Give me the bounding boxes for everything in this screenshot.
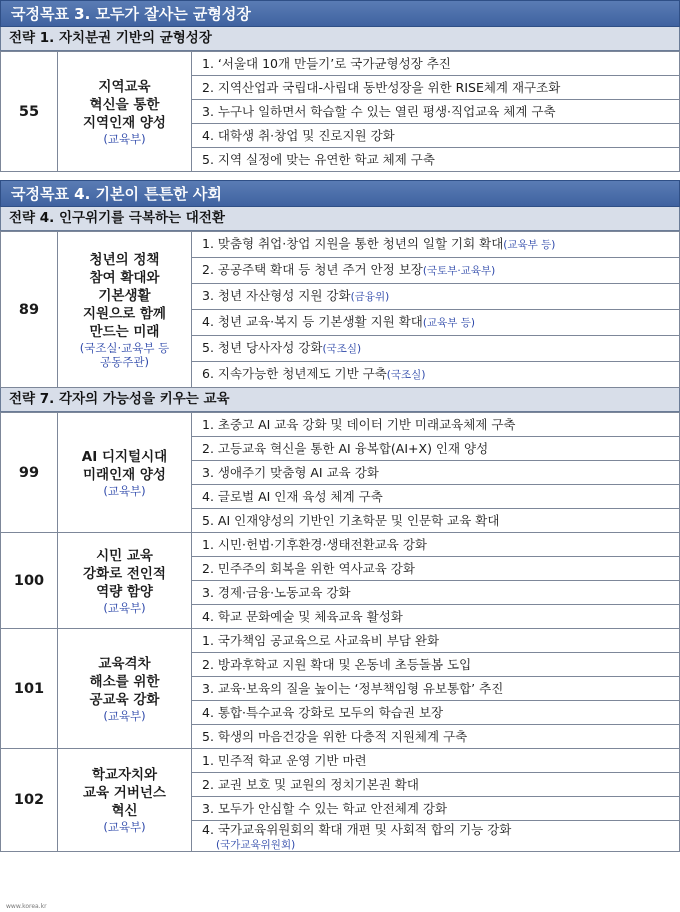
- task-number: 102: [1, 749, 58, 852]
- subtask-text: 1. 민주적 학교 운영 기반 마련: [202, 753, 367, 768]
- subtask-text: 5. AI 인재양성의 기반인 기초학문 및 인문학 교육 확대: [202, 513, 500, 528]
- subtask-agency-tag: (교육부 등): [422, 317, 475, 329]
- subtask-item: [192, 413, 679, 437]
- national-goal-header: 국정목표 3. 모두가 잘사는 균형성장: [0, 0, 680, 27]
- subtask-text: 6. 지속가능한 청년제도 기반 구축: [202, 366, 387, 381]
- subtask-item: [192, 749, 679, 773]
- subtask-list: [192, 413, 680, 533]
- subtask-item: [192, 52, 679, 76]
- footer-source: www.korea.kr: [6, 903, 47, 910]
- task-topic: 지역교육 혁신을 통한 지역인재 양성: [83, 78, 166, 131]
- task-number: 55: [1, 52, 58, 172]
- subtask-text: 4. 청년 교육·복지 등 기본생활 지원 확대: [202, 314, 423, 329]
- subtask-item: [192, 629, 679, 653]
- task-table: [0, 412, 680, 852]
- subtask-text: 1. 초중고 AI 교육 강화 및 데이터 기반 미래교육체제 구축: [202, 417, 516, 432]
- task-row: [1, 629, 680, 749]
- strategy-header: 전략 4. 인구위기를 극복하는 대전환: [0, 207, 680, 231]
- lead-agency: (국조실·교육부 등 공동주관): [79, 340, 170, 369]
- subtask-item: [192, 437, 679, 461]
- subtask-item: [192, 821, 679, 851]
- subtask-item: [192, 701, 679, 725]
- subtask-text: 2. 공공주택 확대 등 청년 주거 안정 보장: [202, 262, 423, 277]
- subtask-item: [192, 725, 679, 748]
- subtask-item: [192, 76, 679, 100]
- lead-agency: (교육부): [103, 600, 146, 615]
- subtask-item: [192, 509, 679, 532]
- subtask-text: 3. 누구나 일하면서 학습할 수 있는 열린 평생·직업교육 체계 구축: [202, 104, 556, 119]
- task-topic: 청년의 정책 참여 확대와 기본생활 지원으로 함께 만드는 미래: [83, 251, 166, 340]
- subtask-agency-tag: (국조실): [322, 343, 362, 355]
- subtask-text: 3. 청년 자산형성 지원 강화: [202, 288, 351, 303]
- subtask-item: [192, 677, 679, 701]
- task-number: 101: [1, 629, 58, 749]
- subtask-text: 3. 생애주기 맞춤형 AI 교육 강화: [202, 465, 379, 480]
- task-topic-cell: [58, 749, 192, 852]
- subtask-item: [192, 310, 679, 336]
- task-number: 99: [1, 413, 58, 533]
- subtask-agency-tag: (국조실): [386, 369, 426, 381]
- task-number: 89: [1, 232, 58, 388]
- task-topic: 교육격차 해소를 위한 공교육 강화: [89, 655, 160, 708]
- subtask-item: [192, 605, 679, 628]
- task-row: [1, 533, 680, 629]
- subtask-item: [192, 653, 679, 677]
- subtask-text: 1. 시민·헌법·기후환경·생태전환교육 강화: [202, 537, 427, 552]
- subtask-item: [192, 232, 679, 258]
- task-table: [0, 231, 680, 388]
- task-topic: 학교자치와 교육 거버넌스 혁신: [83, 767, 166, 819]
- task-row: [1, 232, 680, 388]
- subtask-item: [192, 533, 679, 557]
- task-topic-cell: [58, 533, 192, 629]
- task-topic-cell: [58, 413, 192, 533]
- subtask-item: [192, 557, 679, 581]
- subtask-agency-tag: (국가교육위원회): [216, 839, 296, 851]
- subtask-item: [192, 461, 679, 485]
- task-number: 100: [1, 533, 58, 629]
- subtask-text: 5. 청년 당사자성 강화: [202, 340, 323, 355]
- national-goal-header: 국정목표 4. 기본이 튼튼한 사회: [0, 180, 680, 207]
- lead-agency: (교육부): [103, 131, 146, 146]
- task-row: [1, 749, 680, 852]
- subtask-list: [192, 533, 680, 629]
- subtask-item: [192, 258, 679, 284]
- subtask-text: 4. 글로벌 AI 인재 육성 체계 구축: [202, 489, 383, 504]
- subtask-text: 3. 모두가 안심할 수 있는 학교 안전체계 강화: [202, 801, 448, 816]
- lead-agency: (교육부): [103, 708, 146, 723]
- subtask-item: [192, 284, 679, 310]
- subtask-item: [192, 336, 679, 362]
- subtask-text: 3. 경제·금융·노동교육 강화: [202, 585, 351, 600]
- subtask-agency-tag: (국토부·교육부): [422, 265, 496, 277]
- task-row: [1, 52, 680, 172]
- subtask-text: 1. 맞춤형 취업·창업 지원을 통한 청년의 일할 기회 확대: [202, 236, 504, 251]
- lead-agency: (교육부): [103, 483, 146, 498]
- subtask-item: [192, 362, 679, 387]
- subtask-list: [192, 232, 680, 388]
- subtask-item: [192, 100, 679, 124]
- subtask-text: 5. 지역 실정에 맞는 유연한 학교 체제 구축: [202, 152, 435, 167]
- subtask-text: 4. 대학생 취·창업 및 진로지원 강화: [202, 128, 395, 143]
- subtask-agency-tag: (교육부 등): [503, 239, 556, 251]
- subtask-text: 1. 국가책임 공교육으로 사교육비 부담 완화: [202, 633, 440, 648]
- subtask-list: [192, 629, 680, 749]
- subtask-agency-tag: (금융위): [350, 291, 390, 303]
- section-gap: [0, 172, 680, 180]
- task-table: [0, 51, 680, 172]
- subtask-text: 4. 통합·특수교육 강화로 모두의 학습권 보장: [202, 705, 444, 720]
- subtask-item: [192, 581, 679, 605]
- subtask-text: 4. 학교 문화예술 및 체육교육 활성화: [202, 609, 403, 624]
- subtask-text: 5. 학생의 마음건강을 위한 다층적 지원체계 구축: [202, 729, 468, 744]
- subtask-item: [192, 485, 679, 509]
- task-topic: 시민 교육 강화로 전인적 역량 함양: [83, 547, 166, 600]
- strategy-header: 전략 1. 자치분권 기반의 균형성장: [0, 27, 680, 51]
- subtask-text: 4. 국가교육위원회의 확대 개편 및 사회적 합의 기능 강화: [202, 822, 512, 837]
- subtask-item: [192, 148, 679, 171]
- lead-agency: (교육부): [103, 820, 146, 834]
- subtask-item: [192, 797, 679, 821]
- subtask-text: 2. 민주주의 회복을 위한 역사교육 강화: [202, 561, 415, 576]
- strategy-header: 전략 7. 각자의 가능성을 키우는 교육: [0, 388, 680, 412]
- task-topic-cell: [58, 232, 192, 388]
- task-topic: AI 디지털시대 미래인재 양성: [81, 448, 168, 483]
- subtask-item: [192, 773, 679, 797]
- subtask-text: 2. 고등교육 혁신을 통한 AI 융복합(AI+X) 인재 양성: [202, 441, 489, 456]
- task-topic-cell: [58, 52, 192, 172]
- subtask-list: [192, 749, 680, 852]
- subtask-text: 3. 교육·보육의 질을 높이는 ‘정부책임형 유보통합’ 추진: [202, 681, 504, 696]
- subtask-text: 2. 지역산업과 국립대-사립대 동반성장을 위한 RISE체계 재구조화: [202, 80, 561, 95]
- task-row: [1, 413, 680, 533]
- subtask-text: 1. ‘서울대 10개 만들기’로 국가균형성장 추진: [202, 56, 451, 71]
- subtask-list: [192, 52, 680, 172]
- subtask-text: 2. 방과후학교 지원 확대 및 온동네 초등돌봄 도입: [202, 657, 472, 672]
- subtask-item: [192, 124, 679, 148]
- subtask-text: 2. 교권 보호 및 교원의 정치기본권 확대: [202, 777, 419, 792]
- task-topic-cell: [58, 629, 192, 749]
